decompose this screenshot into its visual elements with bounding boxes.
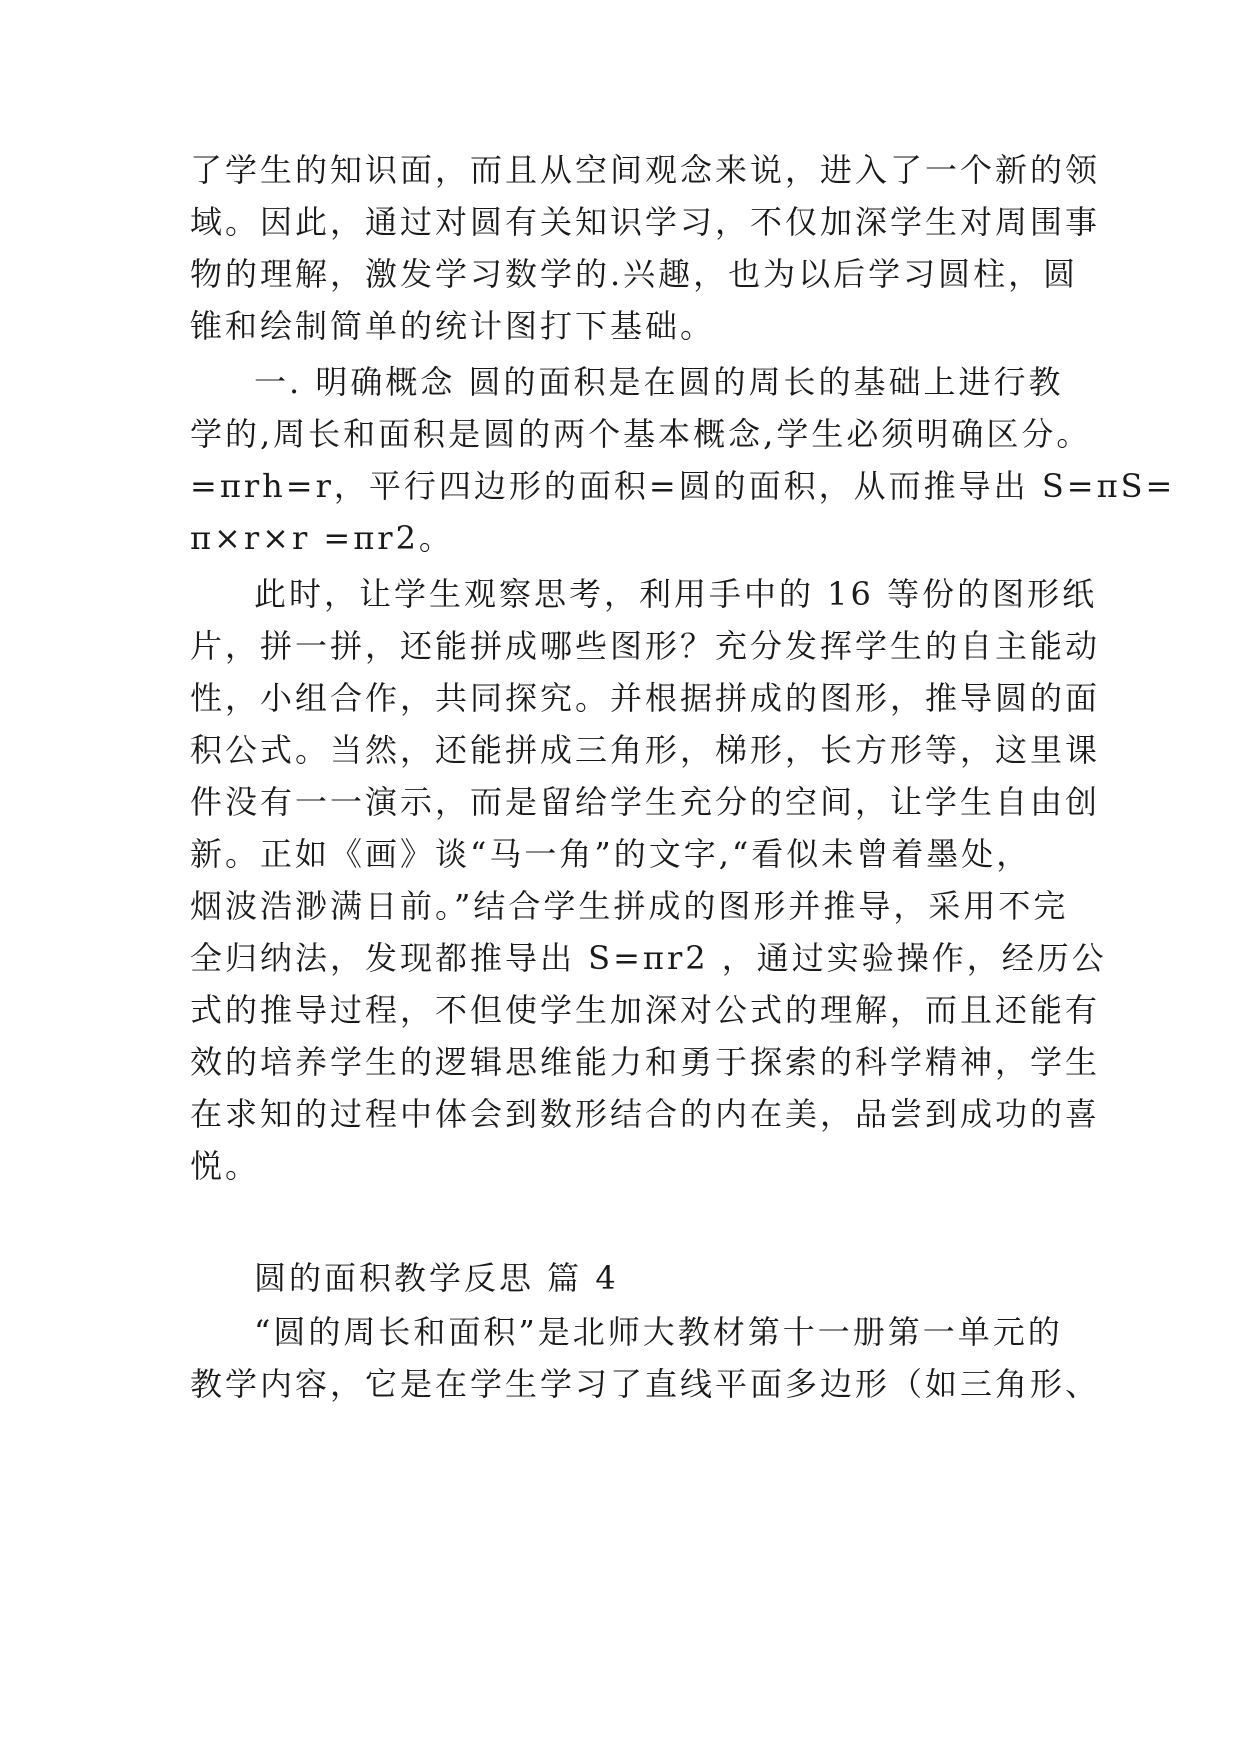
paragraph-3-line-8: 全归纳法，发现都推导出 S=πr2 ，通过实验操作，经历公 [190, 939, 1107, 977]
paragraph-3-line-10: 效的培养学生的逻辑思维能力和勇于探索的科学精神，学生 [190, 1043, 1101, 1081]
paragraph-3-line-7: 烟波浩渺满日前。”结合学生拼成的图形并推导，采用不完 [190, 887, 1069, 925]
paragraph-3-line-11: 在求知的过程中体会到数形结合的内在美，品尝到成功的喜 [190, 1095, 1101, 1133]
paragraph-3-line-2: 片，拼一拼，还能拼成哪些图形？充分发挥学生的自主能动 [190, 627, 1101, 665]
paragraph-2-line-1: 一. 明确概念 圆的面积是在圆的周长的基础上进行教 [254, 363, 1064, 401]
paragraph-3-line-5: 件没有一一演示，而是留给学生充分的空间，让学生自由创 [190, 783, 1101, 821]
paragraph-2-line-4: π×r×r =πr2。 [190, 519, 454, 557]
paragraph-4-line-1: “圆的周长和面积”是北师大教材第十一册第一单元的 [254, 1313, 1063, 1351]
paragraph-3-line-3: 性，小组合作，共同探究。并根据拼成的图形，推导圆的面 [190, 679, 1101, 717]
paragraph-2-line-3: =πrh=r，平行四边形的面积=圆的面积，从而推导出 S=πS= [190, 467, 1176, 505]
paragraph-1-line-4: 锥和绘制简单的统计图打下基础。 [190, 307, 716, 345]
paragraph-4-line-2: 教学内容，它是在学生学习了直线平面多边形（如三角形、 [190, 1365, 1101, 1403]
paragraph-3-line-6: 新。正如《画》谈“马一角”的文字,“看似未曾着墨处， [190, 835, 1032, 873]
paragraph-1-line-3: 物的理解，激发学习数学的.兴趣，也为以后学习圆柱，圆 [190, 255, 1079, 293]
paragraph-3-line-12: 悦。 [190, 1147, 261, 1185]
paragraph-3-line-4: 积公式。当然，还能拼成三角形，梯形，长方形等，这里课 [190, 731, 1101, 769]
paragraph-1-line-2: 域。因此，通过对圆有关知识学习，不仅加深学生对周围事 [190, 203, 1101, 241]
paragraph-2-line-2: 学的,周长和面积是圆的两个基本概念,学生必须明确区分。 [190, 415, 1092, 453]
paragraph-1-line-1: 了学生的知识面，而且从空间观念来说，进入了一个新的领 [190, 151, 1101, 189]
paragraph-3-line-9: 式的推导过程，不但使学生加深对公式的理解，而且还能有 [190, 991, 1101, 1029]
paragraph-3-line-1: 此时，让学生观察思考，利用手中的 16 等份的图形纸 [254, 575, 1098, 613]
section-heading: 圆的面积教学反思 篇 4 [254, 1259, 619, 1297]
